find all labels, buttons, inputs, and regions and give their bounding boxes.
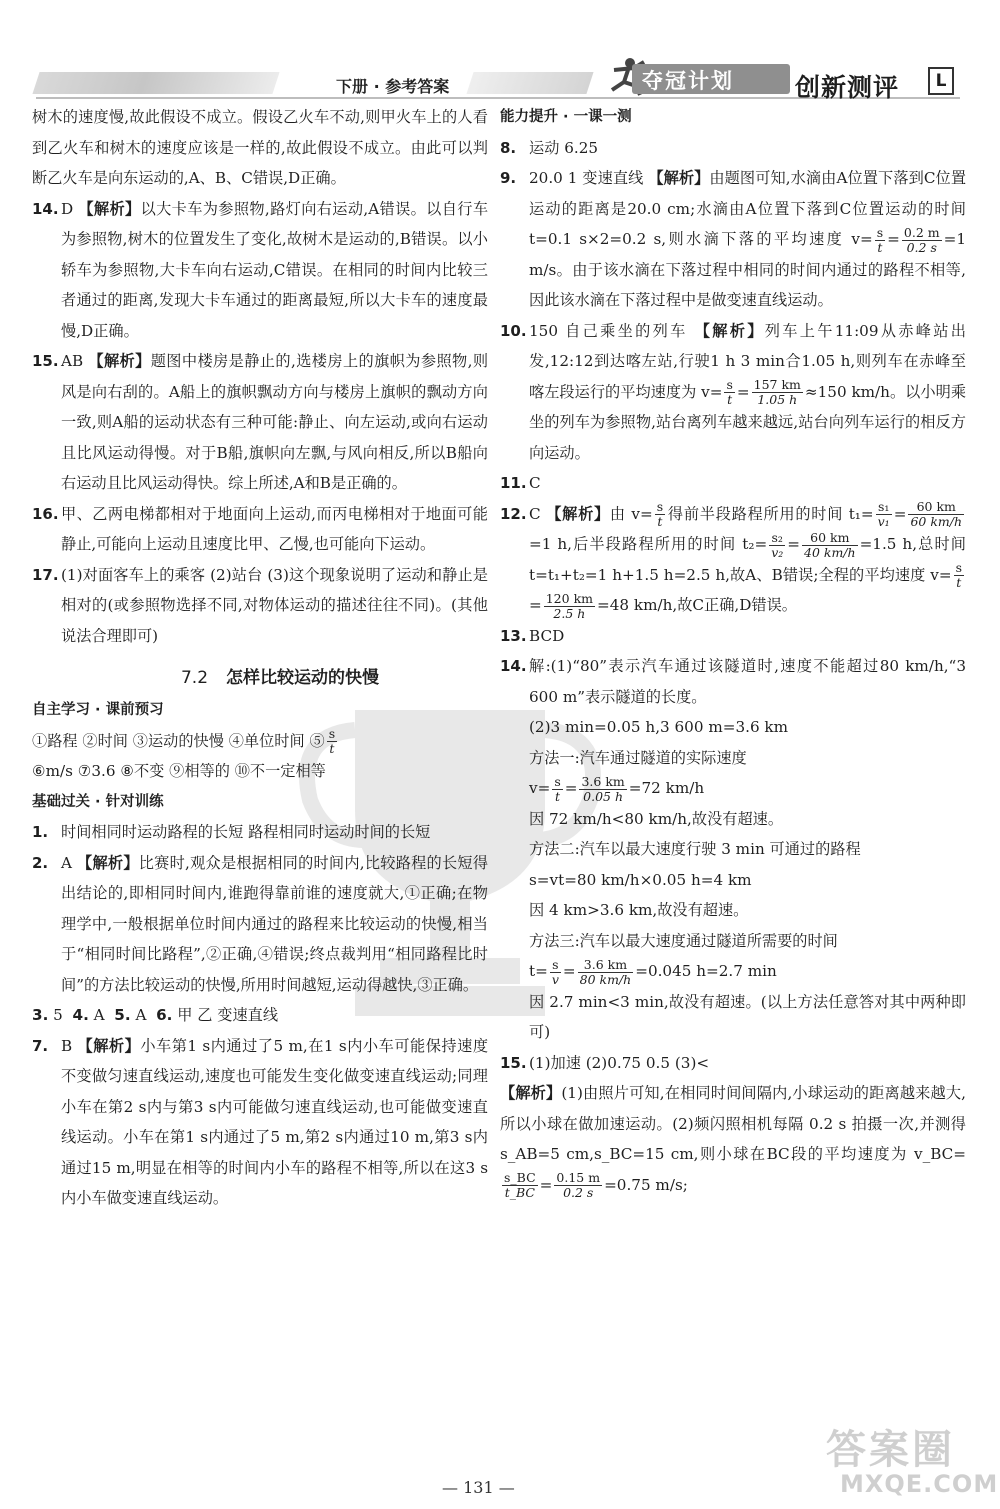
item-text: 时间相同时运动路程的长短 路程相同时运动时间的长短	[61, 823, 431, 841]
fraction: $\frac{3.6 km}{80 km/h}$	[579, 956, 632, 987]
section-title	[32, 661, 488, 695]
item-number: 17.	[32, 565, 59, 584]
item-answer: C	[529, 504, 541, 523]
answer-item-17	[32, 560, 488, 652]
item-analysis: 题图中楼房是静止的,选楼房上的旗帜为参照物,则风是向右刮的。A船上的旗帜飘动方向与楼房上旗帜的飘动方向一致,则A船的运动状态有三种可能:静止、向左运动,或向右运动且比风运动得慢。对于B船,旗帜向左飘,与风向相反,所以B船向右运动且比风运动得快。综上所述,A和B是正确的。	[61, 352, 489, 492]
section-number: 7.2	[180, 668, 209, 688]
fraction: $\frac{60 km}{40 km/h}$	[804, 529, 856, 560]
subsection-heading: 基础过关 · 针对训练	[32, 793, 164, 810]
item-analysis: 比赛时,观众是根据相同的时间内,比较路程的长短得出结论的,即相同时间内,谁跑得靠前谁的速度就大,①正确;在物理学中,一般根据单位时间内通过的路程来比较运动的快慢,相当于“相同时间比路程”,②正确,④错误;终点裁判用“相同路程比时间”的方法比较运动的快慢,所用时间越短,运动得越快,③正确。	[61, 853, 489, 994]
item-number: 8.	[500, 138, 517, 157]
fraction: $\frac{s}{t}$	[726, 377, 733, 407]
page-number: — 131 —	[442, 1478, 515, 1497]
preview-answers-1	[32, 726, 488, 757]
preview-answers-2: ⑥m/s ⑦3.6 ⑧不变 ⑨相等的 ⑩不一定相等	[32, 762, 326, 780]
item-number: 2.	[32, 853, 49, 872]
fraction: $\frac{\text{s₂}}{\text{v₂}}$	[771, 529, 784, 560]
continued-text: 树木的速度慢,故此假设不成立。假设乙火车不动,则甲火车上的人看到乙火车和树木的速度应该是一样的,故此假设不成立。由此可以判断乙火车是向东运动的,A、B、C错误,D正确。	[32, 108, 488, 187]
item-answer: (1)加速 (2)0.75 0.5 (3)<	[529, 1053, 710, 1072]
item-number: 13.	[500, 626, 527, 645]
analysis-label: 【解析】	[500, 1084, 562, 1102]
header-book-part: 下册 · 参考答案	[336, 77, 450, 96]
item-text: BCD	[529, 626, 565, 645]
fraction: $\frac{60 km}{60 km/h}$	[910, 499, 963, 529]
subsection-heading: 自主学习 · 课前预习	[32, 702, 164, 718]
header-band-left	[32, 72, 279, 94]
answer-item-10: 10. 150 自己乘坐的列车 【解析】列车上午11:09从赤峰站出发,12:12到达喀左站,行驶1 h 3 min合1.05 h,则列车在赤峰至喀左段运行的平均速度为 v= $\frac{s}{t}$ = $\frac{157 km}{1.05 h}$ ≈150 km/h。以小明乘坐的列车为参照物,站台离列车越来越远,站台向列车运行的相反方向运动。	[500, 316, 966, 469]
analysis-label: 【解析】	[694, 321, 765, 340]
analysis-label: 【解析】	[77, 853, 139, 872]
analysis-label: 【解析】	[88, 352, 151, 370]
fraction: $\frac{s}{v}$	[551, 956, 559, 987]
formula-line: v= $\frac{s}{t}$ = $\frac{3.6 km}{0.05 h}$ =72 km/h	[529, 773, 705, 804]
item-number: 15.	[32, 352, 59, 370]
fraction: $\frac{0.2 m}{0.2 s}$	[903, 224, 940, 255]
answer-item-2	[32, 848, 488, 1001]
analysis-label: 【解析】	[648, 169, 710, 187]
fraction: $\frac{s}{t}$	[876, 224, 884, 255]
analysis-label: 【解析】	[78, 199, 141, 218]
item-analysis: 以大卡车为参照物,路灯向右运动,A错误。以自行车为参照物,树木的位置发生了变化,故树木是运动的,B错误。以小轿车为参照物,大卡车向右运动,C错误。在相同的时间内比较三者通过的距离,发现大卡车通过的距离最短,所以大卡车的速度最慢,D正确。	[61, 199, 489, 340]
fraction: $\frac{s}{t}$	[328, 726, 336, 756]
item-analysis: 小车第1 s内通过了5 m,在1 s内小车可能保持速度不变做匀速直线运动,速度也可能发生变化做变速直线运动;同理小车在第2 s内与第3 s内可能做匀速直线运动,也可能做变速直线运动。小车在第1 s内通过了5 m,第2 s内通过10 m,第3 s内通过15 m,明显在相等的时间内小车的路程不相等,所以在这3 s内小车做变速直线运动。	[61, 1036, 489, 1207]
series-mark-icon: L	[928, 67, 954, 95]
item-number: 14.	[500, 657, 527, 675]
item-number: 14.	[32, 199, 59, 218]
item-answer: A	[61, 853, 72, 872]
item-answer: 20.0 1 变速直线	[529, 169, 644, 187]
fraction: $\frac{s}{t}$	[955, 560, 962, 590]
fraction: $\frac{120 km}{2.5 h}$	[545, 590, 593, 621]
subsection-heading: 能力提升 · 一课一测	[500, 109, 632, 125]
answer-item-11	[500, 468, 966, 499]
analysis-label: 【解析】	[546, 504, 610, 523]
item-text: C	[529, 474, 541, 492]
item-answer: AB	[61, 352, 84, 370]
answer-item-8	[500, 133, 966, 164]
fraction: $\frac{0.15 m}{0.2 s}$	[556, 1170, 601, 1200]
item-text: 运动 6.25	[529, 138, 599, 157]
watermark-url: MXQE.COM	[840, 1470, 999, 1498]
fraction: $\frac{s}{t}$	[554, 773, 561, 804]
preview-text: ①路程 ②时间 ③运动的快慢 ④单位时间 ⑤	[32, 731, 325, 750]
item-number: 7.	[32, 1036, 49, 1055]
item-number: 16.	[32, 504, 59, 523]
item-number: 11.	[500, 474, 527, 492]
item-answer: B	[61, 1036, 73, 1055]
section-title-text: 怎样比较运动的快慢	[226, 668, 380, 688]
answer-item-14-solution: 14. 解:(1)“80”表示汽车通过该隧道时,速度不能超过80 km/h,“3 600 m”表示隧道的长度。 (2)3 min=0.05 h,3 600 m=3.6 km 方法一:汽车通过隧道的实际速度 v= $\frac{s}{t}$ = $\frac{3.6 km}{0.05 h}$ =72 km/h 因 72 km/h<80 km/h,故没有超速。 方法二:汽车以最大速度行驶 3 min 可通过的路程 s=vt=80 km/h×0.05 h=4 km 因 4 km>3.6 km,故没有超速。 方法三:汽车以最大速度通过隧道所需要的时间 t= $\frac{s}{v}$ = $\frac{3.6 km}{80 km/h}$ =0.045 h=2.7 min 因 2.7 min<3 min,故没有超速。(以上方法任意答对其中两种即可)	[500, 651, 966, 1048]
fraction: $\frac{s}{t}$	[656, 499, 664, 529]
item-answer: 150 自己乘坐的列车	[529, 321, 688, 340]
header-band-mid	[466, 72, 593, 94]
item-text: (1)对面客车上的乘客 (2)站台 (3)这个现象说明了运动和静止是相对的(或参照物选择不同,对物体运动的描述往往不同)。(其他说法合理即可)	[61, 565, 488, 645]
item-answer: D	[61, 199, 74, 218]
brand-logo	[604, 56, 794, 96]
answer-item-12: 12. C 【解析】由 v= $\frac{s}{t}$ 得前半段路程所用的时间 t₁= $\frac{\text{s₁}}{\text{v₁}}$ = $\frac{60 km}{60 km/h}$ =1 h,后半段路程所用的时间 t₂= $\frac{\text{s₂}}{\text{v₂}}$ = $\frac{60 km}{40 km/h}$ =1.5 h,总时间 t=t₁+t₂=1 h+1.5 h=2.5 h,故A、B错误;全程的平均速度 v= $\frac{s}{t}$ = $\frac{120 km}{2.5 h}$ =48 km/h,故C正确,D错误。	[500, 499, 966, 621]
fraction: $\frac{s\_BC}{t\_BC}$	[504, 1170, 536, 1200]
right-column	[500, 102, 966, 1200]
left-column	[32, 102, 488, 1214]
site-watermark	[826, 1418, 999, 1502]
formula-line: t= $\frac{s}{v}$ = $\frac{3.6 km}{80 km/h}$ =0.045 h=2.7 min	[529, 956, 777, 987]
item-number: 1.	[32, 823, 49, 841]
answer-item-16	[32, 499, 488, 560]
answer-item-13	[500, 621, 966, 652]
answer-item-14	[32, 194, 488, 347]
answer-item-15-right	[500, 1048, 966, 1079]
answer-item-7	[32, 1031, 488, 1214]
item-number: 12.	[500, 504, 527, 523]
answer-item-15	[32, 346, 488, 499]
fraction: $\frac{3.6 km}{0.05 h}$	[581, 773, 625, 804]
fraction: $\frac{157 km}{1.05 h}$	[753, 377, 801, 407]
answer-item-1	[32, 817, 488, 848]
item-number: 9.	[500, 169, 517, 187]
watermark-big: 答案圈	[826, 1427, 955, 1473]
brand-logo-text: 夺冠计划	[642, 69, 734, 93]
fraction: $\frac{\text{s₁}}{\text{v₁}}$	[877, 499, 890, 529]
item-number: 10.	[500, 321, 527, 340]
answer-item-15-analysis: 【解析】(1)由照片可知,在相同时间间隔内,小球运动的距离越来越大,所以小球在做加速运动。(2)频闪照相机每隔 0.2 s 拍摄一次,并测得 s_AB=5 cm,s_BC=15 cm,则小球在BC段的平均速度为 v_BC= $\frac{s\_BC}{t\_BC}$ = $\frac{0.15 m}{0.2 s}$ =0.75 m/s;	[500, 1084, 967, 1200]
item-number: 15.	[500, 1053, 527, 1072]
series-name: 创新测评	[795, 73, 900, 102]
analysis-label: 【解析】	[77, 1036, 141, 1055]
answer-items-3-6: 3. 5 4. A 5. A 6. 甲 乙 变速直线	[32, 1006, 279, 1024]
item-text: 甲、乙两电梯都相对于地面向上运动,而丙电梯相对于地面可能静止,可能向上运动且速度比甲、乙慢,也可能向下运动。	[61, 504, 488, 553]
answer-item-9: 9. 20.0 1 变速直线 【解析】由题图可知,水滴由A位置下落到C位置运动的距离是20.0 cm;水滴由A位置下落到C位置运动的时间t=0.1 s×2=0.2 s,则水滴下落的平均速度 v= $\frac{s}{t}$ = $\frac{0.2 m}{0.2 s}$ =1 m/s。由于该水滴在下落过程中相同的时间内通过的路程不相等,因此该水滴在下落过程中是做变速直线运动。	[500, 163, 966, 316]
